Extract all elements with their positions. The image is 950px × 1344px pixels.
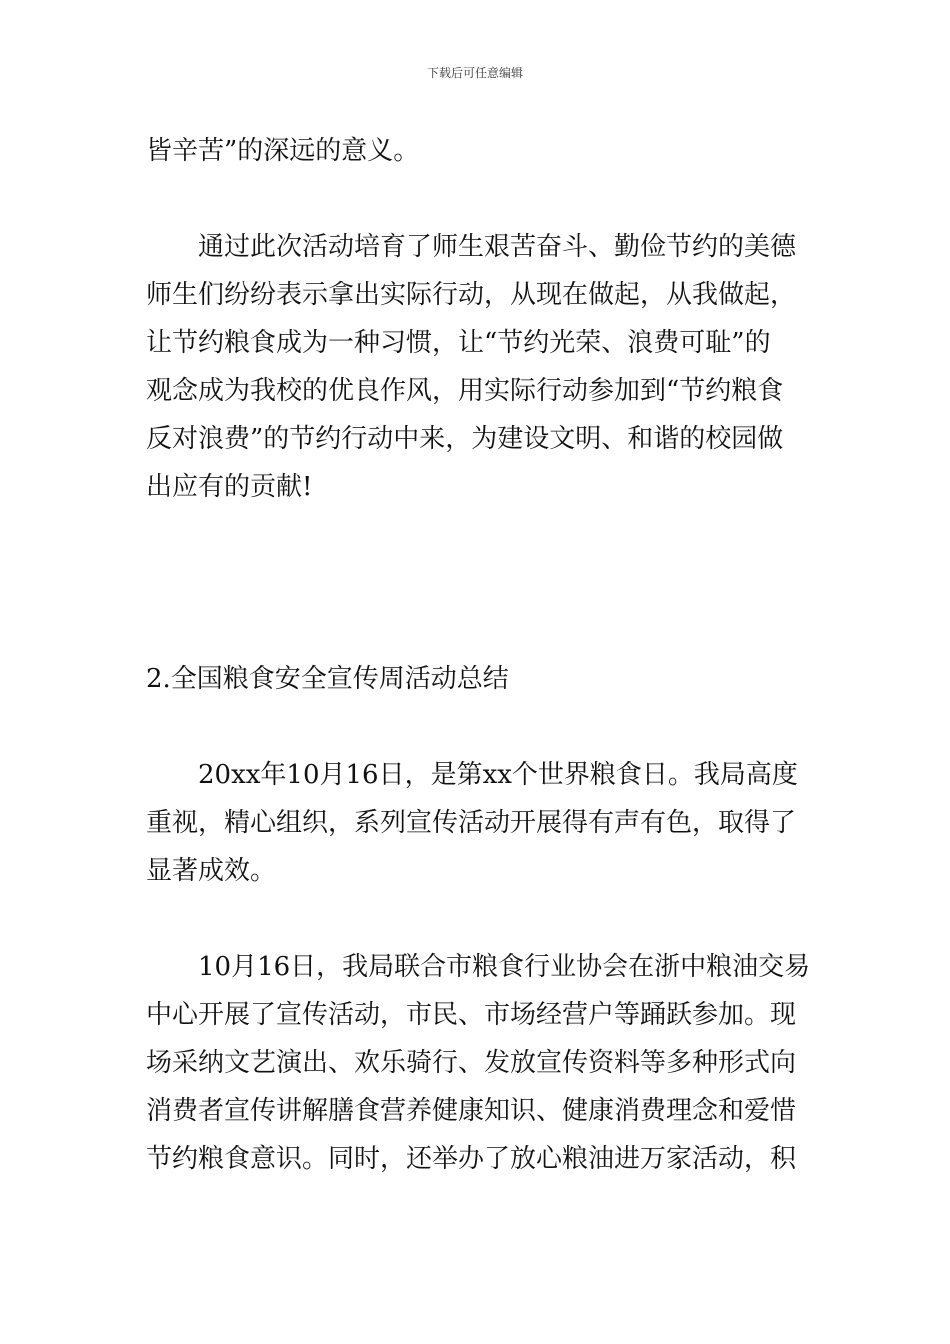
text-line: 节约粮食意识。同时，还举办了放心粮油进万家活动，积 bbox=[146, 1144, 797, 1174]
text-line: 场采纳文艺演出、欢乐骑行、发放宣传资料等多种形式向 bbox=[146, 1048, 797, 1078]
paragraph-gap bbox=[146, 895, 811, 943]
text-line: 反对浪费”的节约行动中来，为建设文明、和谐的校园做 bbox=[146, 424, 784, 454]
text-line: 皆辛苦”的深远的意义。 bbox=[146, 136, 420, 166]
text-line: 2.全国粮食安全宣传周活动总结 bbox=[146, 664, 509, 694]
text-line: 中心开展了宣传活动，市民、市场经营户等踊跃参加。现 bbox=[146, 1000, 797, 1030]
document-body bbox=[146, 127, 811, 1183]
text-line: 消费者宣传讲解膳食营养健康知识、健康消费理念和爱惜 bbox=[146, 1096, 797, 1126]
page-header-note: 下载后可任意编辑 bbox=[426, 66, 523, 80]
paragraph-gap bbox=[146, 175, 811, 223]
text-line: 20xx年10月16日，是第xx个世界粮食日。我局高度 bbox=[198, 760, 798, 790]
text-line: 重视，精心组织，系列宣传活动开展得有声有色，取得了 bbox=[146, 808, 797, 838]
paragraph-gap bbox=[146, 703, 811, 751]
paragraph-publicity-event bbox=[146, 943, 811, 1183]
text-line: 让节约粮食成为一种习惯，让“节约光荣、浪费可耻”的 bbox=[146, 328, 771, 358]
text-line: 观念成为我校的优良作风，用实际行动参加到“节约粮食 bbox=[146, 376, 784, 406]
paragraph-continuation bbox=[146, 127, 811, 175]
text-line: 师生们纷纷表示拿出实际行动，从现在做起，从我做起， bbox=[146, 280, 797, 310]
section-heading bbox=[146, 655, 811, 703]
text-line: 出应有的贡献! bbox=[146, 472, 313, 502]
paragraph-world-food-day bbox=[146, 751, 811, 895]
text-line: 通过此次活动培育了师生艰苦奋斗、勤俭节约的美德 bbox=[198, 232, 797, 262]
text-line: 显著成效。 bbox=[146, 856, 277, 886]
section-gap bbox=[146, 511, 811, 655]
paragraph-activity-outcome bbox=[146, 223, 811, 511]
text-line: 10月16日，我局联合市粮食行业协会在浙中粮油交易 bbox=[198, 952, 811, 982]
